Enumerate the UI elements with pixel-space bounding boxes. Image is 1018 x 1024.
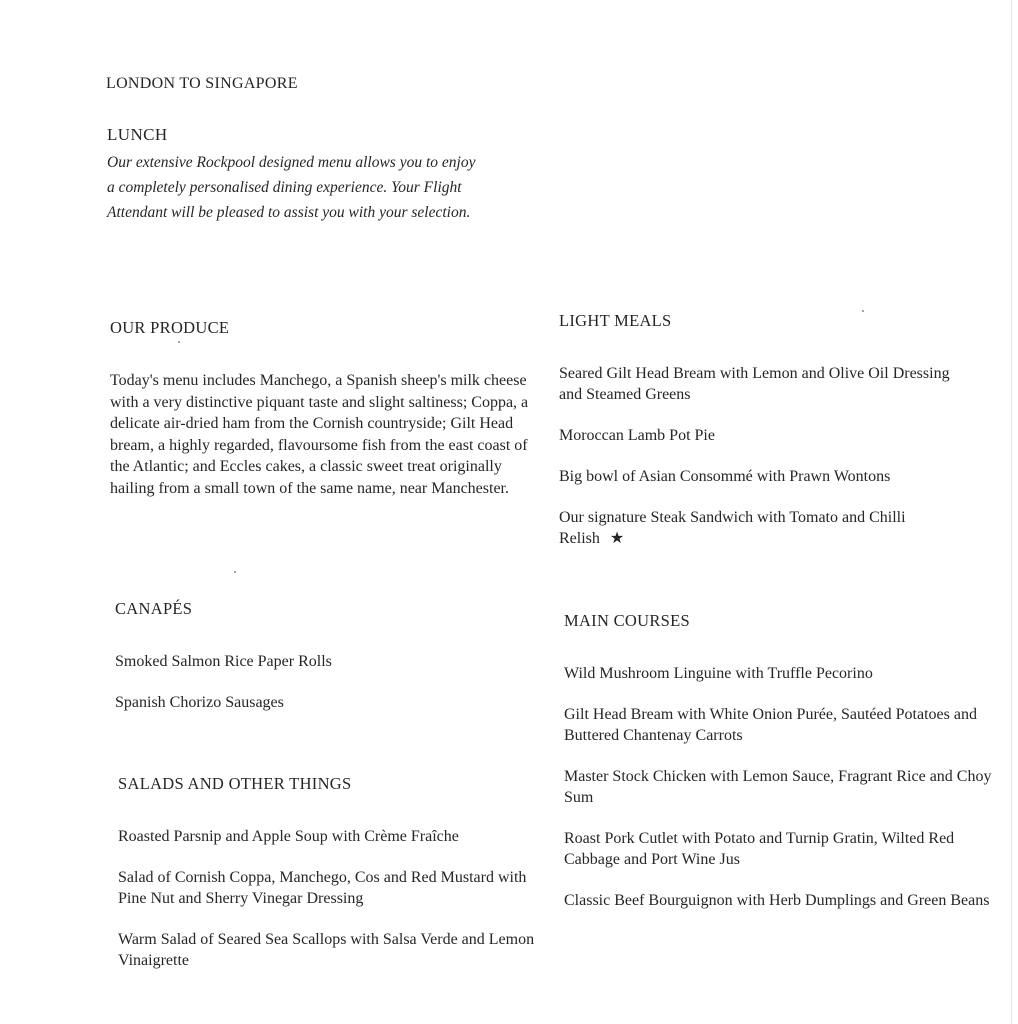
intro-text [107,150,527,225]
scan-speck [234,571,236,573]
meal-title: LUNCH [107,125,168,144]
menu-item: Spanish Chorizo Sausages [115,694,284,711]
menu-item: Salad of Cornish Coppa, Manchego, Cos and Red Mustard with Pine Nut and Sherry Vinegar Dressing [118,869,527,907]
intro-line: Our extensive Rockpool designed menu allows you to enjoy [107,154,476,171]
menu-item: Gilt Head Bream with White Onion Purée, Sautéed Potatoes and Buttered Chantenay Carrots [564,706,977,744]
menu-item: Moroccan Lamb Pot Pie [559,427,715,444]
section-heading: OUR PRODUCE [110,318,230,337]
menu-item: Roast Pork Cutlet with Potato and Turnip Gratin, Wilted Red Cabbage and Port Wine Jus [564,830,955,868]
section-heading: SALADS AND OTHER THINGS [118,774,352,793]
intro-line: Attendant will be pleased to assist you with your selection. [107,204,471,221]
menu-item: Classic Beef Bourguignon with Herb Dumplings and Green Beans [564,892,990,909]
menu-item-label: Our signature Steak Sandwich with Tomato and Chilli Relish [559,509,906,547]
menu-item: Warm Salad of Seared Sea Scallops with Salsa Verde and Lemon Vinaigrette [118,931,535,969]
scan-speck [178,341,180,343]
intro-line: a completely personalised dining experience. Your Flight [107,179,462,196]
scan-speck [862,310,864,312]
menu-item-signature [559,507,959,549]
section-salads [118,774,543,991]
section-canapes [115,599,555,733]
star-icon: ★ [609,530,625,547]
menu-item: Seared Gilt Head Bream with Lemon and Olive Oil Dressing and Steamed Greens [559,365,950,403]
route-title: LONDON TO SINGAPORE [106,75,298,92]
menu-item: Master Stock Chicken with Lemon Sauce, Fragrant Rice and Choy Sum [564,768,992,806]
menu-item: Big bowl of Asian Consommé with Prawn Wontons [559,468,891,485]
section-our-produce [110,318,550,499]
section-main-courses [564,611,994,931]
produce-description: Today's menu includes Manchego, a Spanish sheep's milk cheese with a very distinctive piquant taste and slight saltiness; Coppa, a delicate air-dried ham from the Cornish countryside; Gilt Head bream, a highly regarded, flavoursome fish from the east coast of the Atlantic; and Eccles cakes, a classic sweet treat originally hailing from a small town of the same name, near Manchester. [110,372,529,497]
menu-item: Roasted Parsnip and Apple Soup with Crème Fraîche [118,828,459,845]
section-heading: CANAPÉS [115,599,193,618]
section-heading: LIGHT MEALS [559,311,672,330]
menu-item: Wild Mushroom Linguine with Truffle Pecorino [564,665,873,682]
section-heading: MAIN COURSES [564,611,690,630]
section-light-meals [559,311,959,569]
menu-item: Smoked Salmon Rice Paper Rolls [115,653,332,670]
page-edge [1011,0,1012,1024]
